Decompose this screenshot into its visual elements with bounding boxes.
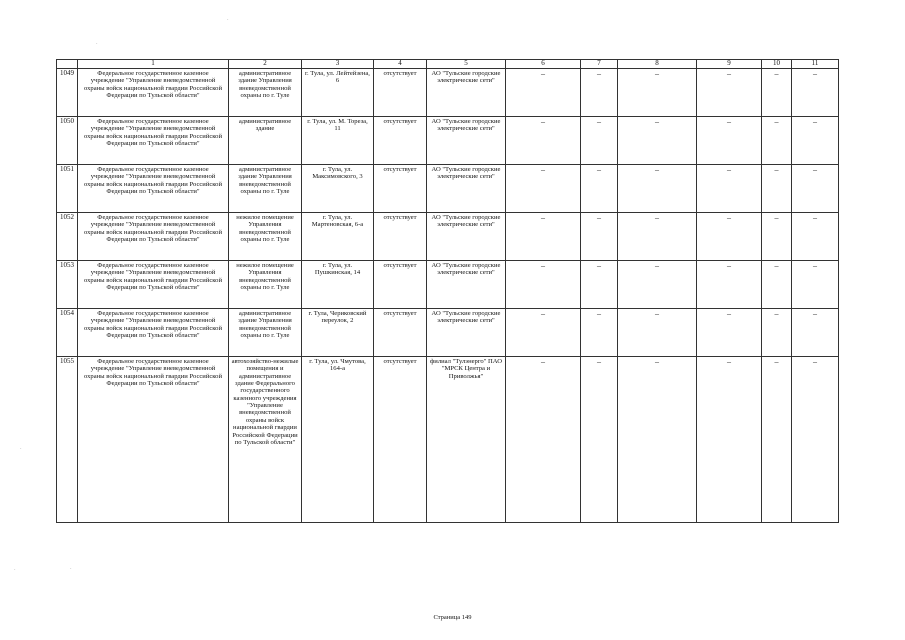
status-cell: отсутствует	[374, 356, 427, 522]
value-cell: –	[762, 212, 792, 260]
column-header: 6	[506, 60, 581, 69]
value-cell: –	[581, 164, 618, 212]
object-cell: автохозяйство-нежилые помещения и административное здание Федерального государственного казенного учреждения "Управление вневедомственной охраны войск национальной гвардии Российской Федерации по Тульской области"	[229, 356, 302, 522]
owner-cell: Федеральное государственное казенное учреждение "Управление вневедомственной охраны войск национальной гвардии Российской Федерации по Тульской области"	[78, 212, 229, 260]
value-cell: –	[581, 68, 618, 116]
value-cell: –	[792, 68, 839, 116]
scan-speck: ·	[14, 568, 16, 573]
value-cell: –	[762, 308, 792, 356]
value-cell: –	[697, 356, 762, 522]
value-cell: –	[618, 308, 697, 356]
owner-cell: Федеральное государственное казенное учреждение "Управление вневедомственной охраны войск национальной гвардии Российской Федерации по Тульской области"	[78, 260, 229, 308]
value-cell: –	[792, 164, 839, 212]
column-header: 1	[78, 60, 229, 69]
object-cell: административное здание Управления вневедомственной охраны по г. Туле	[229, 308, 302, 356]
registry-table	[56, 59, 839, 523]
supplier-cell: филиал "Тулэнерго" ПАО "МРСК Центра и Приволжья"	[427, 356, 506, 522]
supplier-cell: АО "Тульские городские электрические сети"	[427, 164, 506, 212]
value-cell: –	[618, 116, 697, 164]
value-cell: –	[506, 356, 581, 522]
status-cell: отсутствует	[374, 164, 427, 212]
status-cell: отсутствует	[374, 260, 427, 308]
row-number: 1052	[57, 212, 78, 260]
row-number: 1051	[57, 164, 78, 212]
object-cell: административное здание Управления вневедомственной охраны по г. Туле	[229, 68, 302, 116]
value-cell: –	[506, 260, 581, 308]
row-number: 1054	[57, 308, 78, 356]
value-cell: –	[618, 164, 697, 212]
value-cell: –	[581, 116, 618, 164]
value-cell: –	[581, 212, 618, 260]
address-cell: г. Тула, ул. М. Тореза, 11	[302, 116, 374, 164]
owner-cell: Федеральное государственное казенное учреждение "Управление вневедомственной охраны войск национальной гвардии Российской Федерации по Тульской области"	[78, 356, 229, 522]
row-number: 1049	[57, 68, 78, 116]
value-cell: –	[792, 308, 839, 356]
value-cell: –	[762, 260, 792, 308]
address-cell: г. Тула, ул. Чмутова, 164-а	[302, 356, 374, 522]
table-row	[57, 116, 839, 164]
value-cell: –	[697, 260, 762, 308]
column-header: 8	[618, 60, 697, 69]
scan-speck: ·	[96, 42, 98, 47]
supplier-cell: АО "Тульские городские электрические сети"	[427, 68, 506, 116]
column-header: 10	[762, 60, 792, 69]
value-cell: –	[506, 164, 581, 212]
object-cell: нежилое помещение Управления вневедомственной охраны по г. Туле	[229, 212, 302, 260]
table-row	[57, 308, 839, 356]
owner-cell: Федеральное государственное казенное учреждение "Управление вневедомственной охраны войск национальной гвардии Российской Федерации по Тульской области"	[78, 68, 229, 116]
value-cell: –	[506, 308, 581, 356]
value-cell: –	[581, 308, 618, 356]
value-cell: –	[697, 212, 762, 260]
table-row	[57, 356, 839, 522]
value-cell: –	[506, 116, 581, 164]
owner-cell: Федеральное государственное казенное учреждение "Управление вневедомственной охраны войск национальной гвардии Российской Федерации по Тульской области"	[78, 116, 229, 164]
row-number: 1055	[57, 356, 78, 522]
row-number: 1050	[57, 116, 78, 164]
value-cell: –	[762, 356, 792, 522]
column-header: 9	[697, 60, 762, 69]
table-body	[57, 68, 839, 522]
object-cell: административное здание	[229, 116, 302, 164]
column-header: 7	[581, 60, 618, 69]
table-row	[57, 212, 839, 260]
supplier-cell: АО "Тульские городские электрические сети"	[427, 308, 506, 356]
address-cell: г. Тула, ул. Максимовского, 3	[302, 164, 374, 212]
owner-cell: Федеральное государственное казенное учреждение "Управление вневедомственной охраны войск национальной гвардии Российской Федерации по Тульской области"	[78, 164, 229, 212]
table-header	[57, 60, 839, 69]
value-cell: –	[581, 356, 618, 522]
table-row	[57, 260, 839, 308]
row-number: 1053	[57, 260, 78, 308]
status-cell: отсутствует	[374, 308, 427, 356]
column-header: 11	[792, 60, 839, 69]
supplier-cell: АО "Тульские городские электрические сети"	[427, 116, 506, 164]
address-cell: г. Тула, Чериковский переулок, 2	[302, 308, 374, 356]
scan-speck: ·	[70, 567, 72, 572]
value-cell: –	[697, 164, 762, 212]
value-cell: –	[618, 212, 697, 260]
address-cell: г. Тула, ул. Лейтейзена, 6	[302, 68, 374, 116]
value-cell: –	[618, 260, 697, 308]
value-cell: –	[792, 116, 839, 164]
address-cell: г. Тула, ул. Пушкинская, 14	[302, 260, 374, 308]
column-header	[57, 60, 78, 69]
column-header: 5	[427, 60, 506, 69]
column-number-row	[57, 60, 839, 69]
value-cell: –	[697, 68, 762, 116]
value-cell: –	[792, 260, 839, 308]
column-header: 3	[302, 60, 374, 69]
value-cell: –	[697, 116, 762, 164]
object-cell: нежилое помещение Управления вневедомственной охраны по г. Туле	[229, 260, 302, 308]
owner-cell: Федеральное государственное казенное учреждение "Управление вневедомственной охраны войск национальной гвардии Российской Федерации по Тульской области"	[78, 308, 229, 356]
value-cell: –	[762, 116, 792, 164]
page-number: Страница 149	[433, 614, 472, 621]
value-cell: –	[792, 356, 839, 522]
status-cell: отсутствует	[374, 68, 427, 116]
supplier-cell: АО "Тульские городские электрические сети"	[427, 260, 506, 308]
value-cell: –	[506, 68, 581, 116]
object-cell: административное здание Управления вневедомственной охраны по г. Туле	[229, 164, 302, 212]
status-cell: отсутствует	[374, 116, 427, 164]
column-header: 2	[229, 60, 302, 69]
supplier-cell: АО "Тульские городские электрические сети"	[427, 212, 506, 260]
value-cell: –	[762, 164, 792, 212]
status-cell: отсутствует	[374, 212, 427, 260]
table-row	[57, 164, 839, 212]
value-cell: –	[697, 308, 762, 356]
address-cell: г. Тула, ул. Мартеновская, 6-а	[302, 212, 374, 260]
scan-speck: ·	[20, 447, 22, 452]
value-cell: –	[762, 68, 792, 116]
scan-speck: ·	[227, 18, 229, 23]
value-cell: –	[618, 356, 697, 522]
table-row	[57, 68, 839, 116]
value-cell: –	[618, 68, 697, 116]
value-cell: –	[581, 260, 618, 308]
column-header: 4	[374, 60, 427, 69]
value-cell: –	[506, 212, 581, 260]
value-cell: –	[792, 212, 839, 260]
